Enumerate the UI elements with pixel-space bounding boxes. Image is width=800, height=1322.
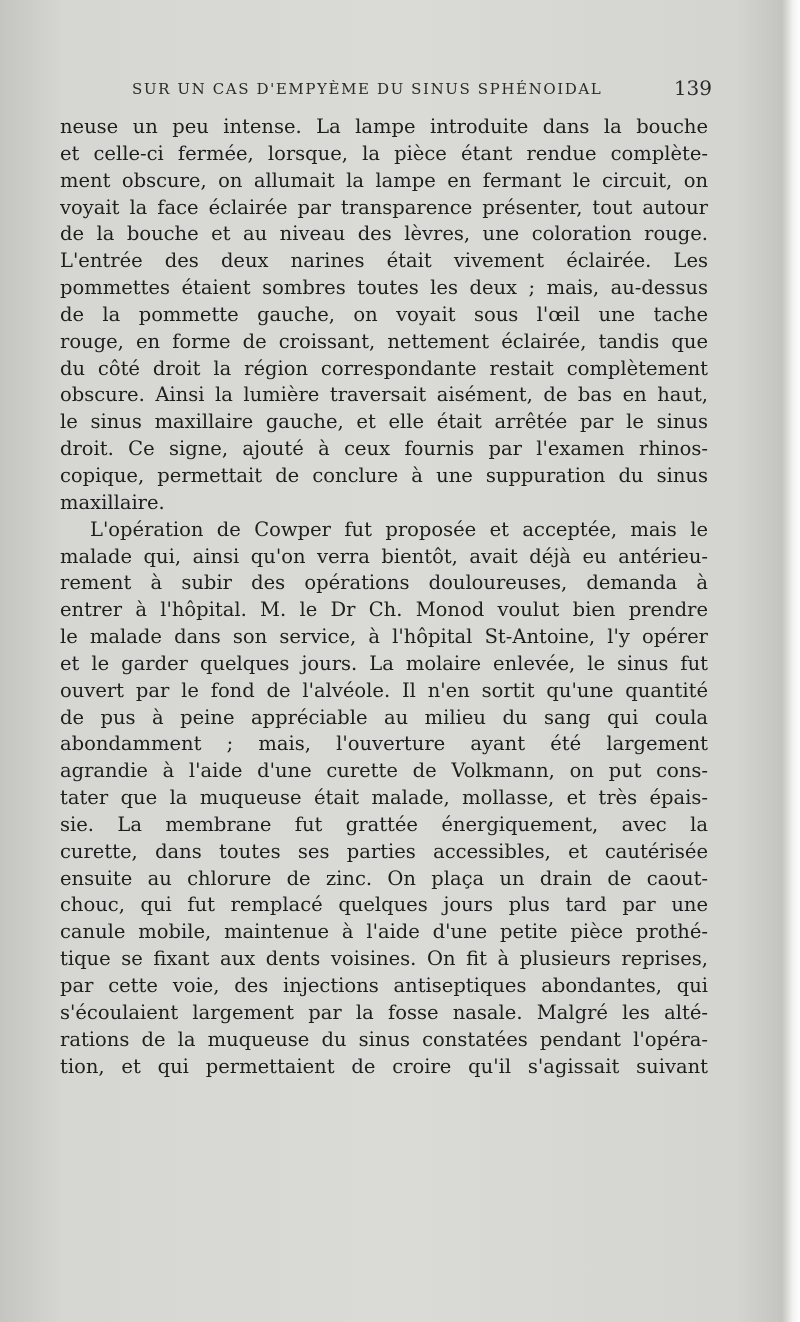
text-line: le sinus maxillaire gauche, et elle était arrêtée par le sinus xyxy=(60,410,708,434)
text-line: de la bouche et au niveau des lèvres, une coloration rouge. xyxy=(60,222,708,246)
text-line: tique se fixant aux dents voisines. On fit à plusieurs reprises, xyxy=(60,947,708,971)
text-line: rouge, en forme de croissant, nettement éclairée, tandis que xyxy=(60,329,708,353)
text-line: sie. La membrane fut grattée énergiquement, avec la xyxy=(60,812,708,836)
text-line: maxillaire. xyxy=(60,490,165,514)
text-line: L'opération de Cowper fut proposée et acceptée, mais le xyxy=(90,517,708,541)
text-line: ment obscure, on allumait la lampe en fermant le circuit, on xyxy=(60,168,708,192)
text-line: s'écoulaient largement par la fosse nasale. Malgré les alté- xyxy=(60,1000,708,1024)
text-line: copique, permettait de conclure à une suppuration du sinus xyxy=(60,463,708,487)
page-number: 139 xyxy=(673,76,712,100)
text-line: tater que la muqueuse était malade, mollasse, et très épais- xyxy=(60,786,708,810)
page-edge xyxy=(782,0,800,1322)
text-line: du côté droit la région correspondante restait complètement xyxy=(60,356,708,380)
text-line: L'entrée des deux narines était vivement éclairée. Les xyxy=(60,249,708,273)
text-line: par cette voie, des injections antiseptiques abondantes, qui xyxy=(60,974,708,997)
text-line: ouvert par le fond de l'alvéole. Il n'en sortit qu'une quantité xyxy=(60,678,708,702)
text-line: ensuite au chlorure de zinc. On plaça un drain de caout- xyxy=(60,866,708,890)
text-line: entrer à l'hôpital. M. le Dr Ch. Monod voulut bien prendre xyxy=(60,598,708,622)
page-header xyxy=(132,76,712,106)
text-line: agrandie à l'aide d'une curette de Volkmann, on put cons- xyxy=(60,759,708,783)
text-line: tion, et qui permettaient de croire qu'il s'agissait suivant xyxy=(60,1054,708,1078)
running-head: SUR UN CAS D'EMPYÈME DU SINUS SPHÉNOIDAL xyxy=(132,80,603,98)
text-line: abondamment ; mais, l'ouverture ayant été largement xyxy=(60,732,708,756)
text-line: droit. Ce signe, ajouté à ceux fournis par l'examen rhinos- xyxy=(60,437,708,461)
text-line: canule mobile, maintenue à l'aide d'une petite pièce prothé- xyxy=(60,920,708,944)
text-line: de la pommette gauche, on voyait sous l'œil une tache xyxy=(60,302,708,326)
text-line: neuse un peu intense. La lampe introduite dans la bouche xyxy=(60,115,708,138)
text-line: rations de la muqueuse du sinus constatées pendant l'opéra- xyxy=(60,1027,708,1051)
text-line: le malade dans son service, à l'hôpital St-Antoine, l'y opérer xyxy=(60,625,708,649)
text-line: de pus à peine appréciable au milieu du sang qui coula xyxy=(60,705,708,729)
text-line: rement à subir des opérations douloureuses, demanda à xyxy=(60,571,708,595)
text-line: et celle-ci fermée, lorsque, la pièce étant rendue complète- xyxy=(60,141,708,165)
body-text xyxy=(60,114,708,1080)
text-line: et le garder quelques jours. La molaire enlevée, le sinus fut xyxy=(60,651,708,675)
text-line: curette, dans toutes ses parties accessibles, et cautérisée xyxy=(60,839,708,863)
text-line: obscure. Ainsi la lumière traversait aisément, de bas en haut, xyxy=(60,383,708,407)
text-line: malade qui, ainsi qu'on verra bientôt, avait déjà eu antérieu- xyxy=(60,544,708,568)
text-line: pommettes étaient sombres toutes les deux ; mais, au-dessus xyxy=(60,276,708,300)
text-line: chouc, qui fut remplacé quelques jours plus tard par une xyxy=(60,893,708,917)
text-line: voyait la face éclairée par transparence présenter, tout autour xyxy=(60,195,708,219)
